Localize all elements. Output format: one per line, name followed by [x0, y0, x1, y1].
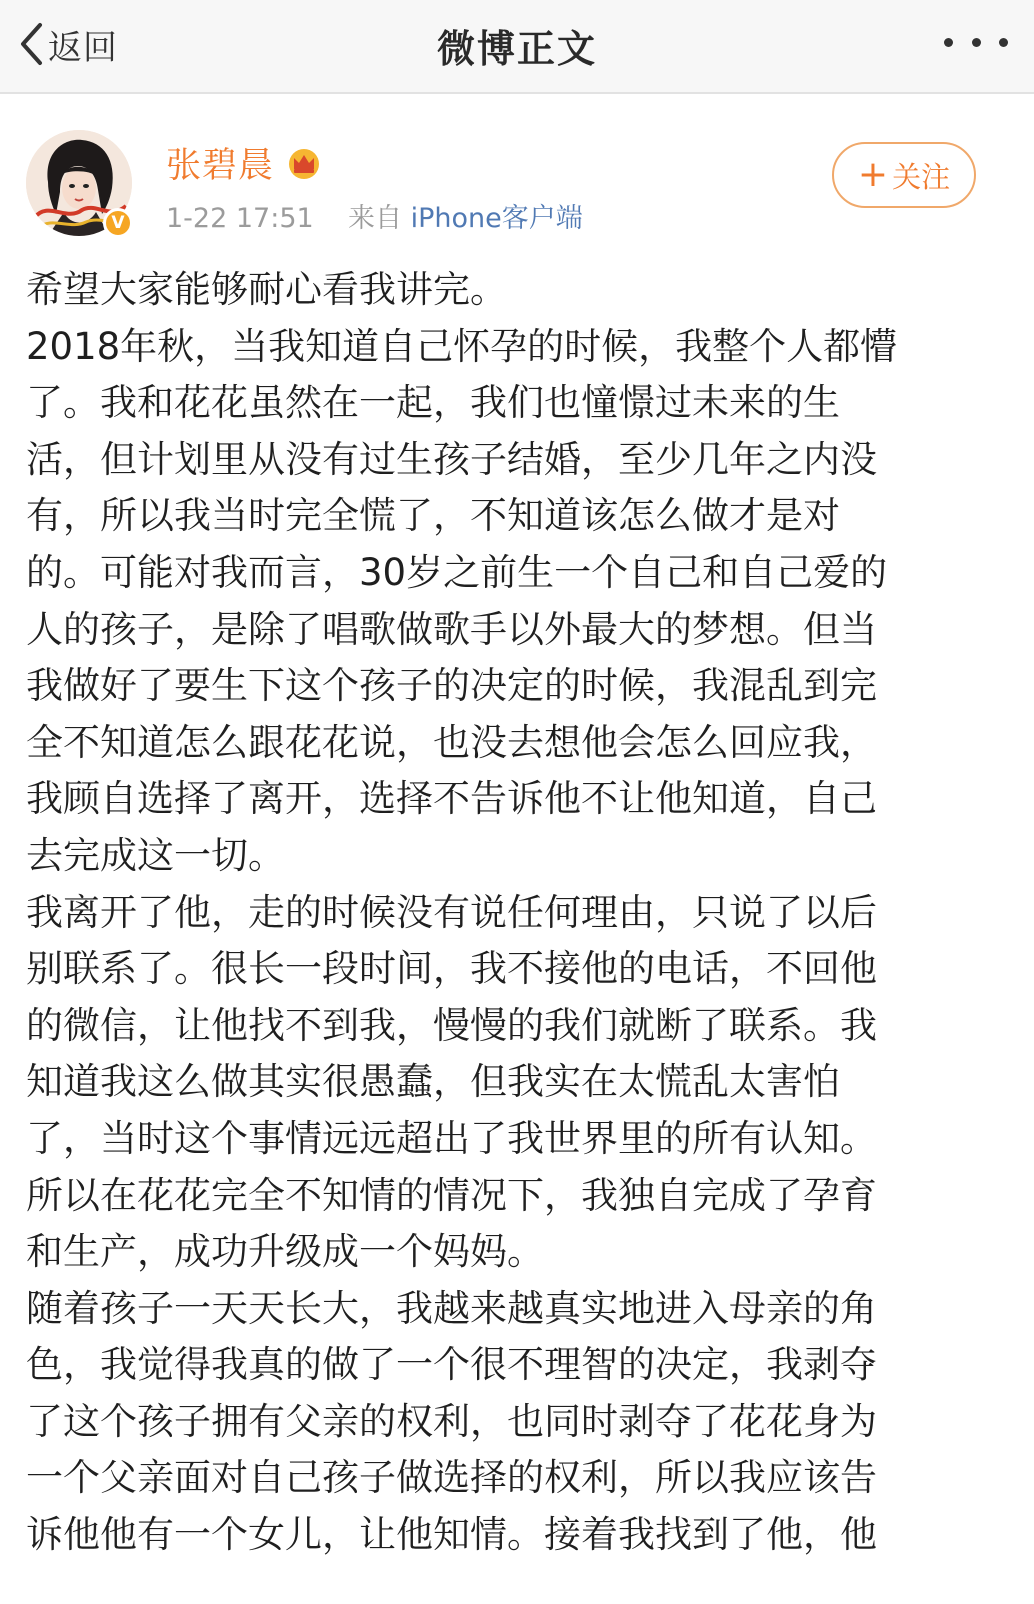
post-line: 了。我和花花虽然在一起，我们也憧憬过未来的生 [26, 381, 840, 425]
post-line: 去完成这一切。 [26, 833, 285, 877]
post-line: 我做好了要生下这个孩子的决定的时候，我混乱到完 [26, 664, 877, 708]
post-line: 我离开了他，走的时候没有说任何理由，只说了以后 [26, 890, 877, 934]
post-line: 有，所以我当时完全慌了，不知道该怎么做才是对 [26, 494, 840, 538]
back-label: 返回 [48, 27, 118, 68]
post-line: 和生产，成功升级成一个妈妈。 [26, 1230, 544, 1274]
username[interactable]: 张碧晨 [166, 146, 275, 186]
post-line: 别联系了。很长一段时间，我不接他的电话，不回他 [26, 947, 877, 991]
post-line: 了这个孩子拥有父亲的权利，也同时剥夺了花花身为 [26, 1399, 877, 1443]
post-time: 1-22 17:51 [166, 203, 314, 234]
post-line: 我顾自选择了离开，选择不告诉他不让他知道，自己 [26, 777, 877, 821]
crown-icon[interactable] [286, 145, 322, 179]
dot [944, 38, 953, 47]
post-line: 色，我觉得我真的做了一个很不理智的决定，我剥夺 [26, 1343, 877, 1387]
follow-button[interactable] [832, 142, 976, 208]
verified-v-icon: V [103, 208, 133, 238]
dot [972, 38, 981, 47]
post-meta [166, 196, 583, 235]
nav-bar [0, 0, 1034, 94]
source-link[interactable]: iPhone客户端 [410, 203, 583, 234]
post-header [0, 94, 1034, 250]
more-dots-icon[interactable] [944, 34, 1008, 50]
post-body [26, 262, 986, 1564]
post-line: 活，但计划里从没有过生孩子结婚，至少几年之内没 [26, 437, 877, 481]
post-line: 一个父亲面对自己孩子做选择的权利，所以我应该告 [26, 1456, 877, 1500]
source-prefix: 来自 [348, 203, 403, 234]
post-line: 人的孩子，是除了唱歌做歌手以外最大的梦想。但当 [26, 607, 877, 651]
dot [999, 38, 1008, 47]
post-line: 诉他他有一个女儿，让他知情。接着我找到了他，他 [26, 1513, 877, 1557]
post-line: 的微信，让他找不到我，慢慢的我们就断了联系。我 [26, 1003, 877, 1047]
follow-label: 关注 [892, 159, 951, 194]
post-line: 随着孩子一天天长大，我越来越真实地进入母亲的角 [26, 1286, 877, 1330]
post-line: 全不知道怎么跟花花说，也没去想他会怎么回应我， [26, 720, 877, 764]
page-title: 微博正文 [436, 27, 597, 71]
post-line: 了，当时这个事情远远超出了我世界里的所有认知。 [26, 1116, 877, 1160]
post-line: 所以在花花完全不知情的情况下，我独自完成了孕育 [26, 1173, 877, 1217]
plus-icon: + [857, 154, 889, 195]
post-line: 知道我这么做其实很愚蠢，但我实在太慌乱太害怕 [26, 1060, 840, 1104]
post-line: 的。可能对我而言，30岁之前生一个自己和自己爱的 [26, 550, 888, 594]
post-line: 希望大家能够耐心看我讲完。 [26, 268, 507, 311]
post-line: 2018年秋，当我知道自己怀孕的时候，我整个人都懵 [26, 324, 898, 368]
